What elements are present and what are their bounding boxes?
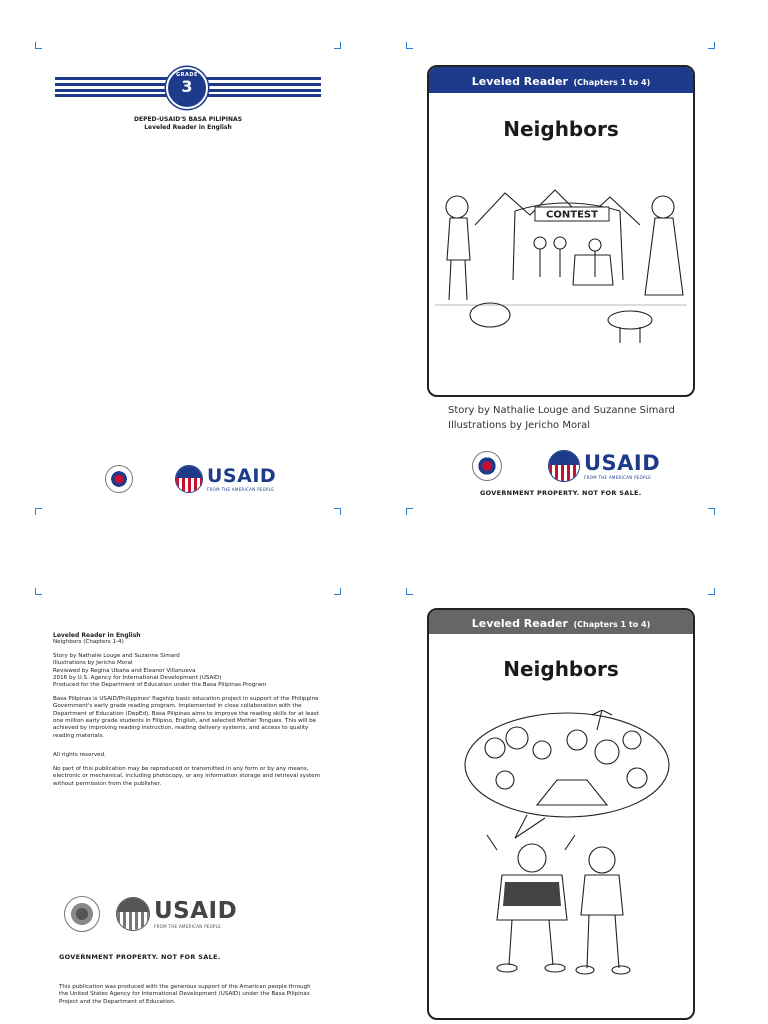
banner-sub: (Chapters 1 to 4) (573, 620, 651, 629)
back-cover-title: Neighbors (503, 657, 619, 681)
logo-row (472, 450, 660, 482)
usaid-wordmark: USAID (584, 450, 661, 475)
logo-row (64, 896, 237, 932)
copyright-page (53, 632, 323, 788)
crop-mark (35, 508, 42, 515)
contest-illustration (435, 185, 687, 367)
crop-mark (35, 42, 42, 49)
program-description: Basa Pilipinas is USAID/Philippines' flagship basic education project in support of the Philippine Government's early grade reading program. Implemented in close collaboration with the Department of Education (DepEd), Basa Pilipinas aims to improve the reading skills for at least one million early grade students in Filipino, English, and selected Mother Tongues. This will be achieved by improving reading instruction, reading delivery systems, and access to quality reading materials. (53, 695, 319, 739)
crop-mark (708, 42, 715, 49)
copyright-line: Reviewed by Regina Ubaña and Eleanor Villanueva (53, 667, 196, 674)
copyright-heading: Leveled Reader in English (53, 632, 141, 639)
crop-mark (334, 508, 341, 515)
crop-mark (708, 588, 715, 595)
rights-statement: All rights reserved. (53, 752, 106, 759)
usaid-wordmark: USAID (154, 897, 238, 924)
illustration-credit: Illustrations by Jericho Moral (448, 420, 591, 431)
crop-mark (708, 508, 715, 515)
market-dream-illustration (457, 710, 671, 980)
deped-seal-icon (105, 465, 133, 493)
back-cover-frame (427, 608, 695, 1020)
usaid-seal-icon (175, 465, 203, 493)
usaid-tagline: FROM THE AMERICAN PEOPLE (584, 474, 652, 480)
copyright-line: Produced for the Department of Education under the Basa Pilipinas Program (53, 682, 267, 689)
crop-mark (334, 588, 341, 595)
front-cover-credits (448, 403, 675, 433)
deped-seal-icon (472, 451, 502, 481)
contest-sign-text: CONTEST (546, 209, 598, 221)
usaid-seal-icon (116, 897, 150, 931)
usaid-tagline: FROM THE AMERICAN PEOPLE (154, 923, 222, 929)
copyright-line: Neighbors (Chapters 1-4) (53, 639, 124, 646)
crop-mark (35, 588, 42, 595)
subtitle-line: Leveled Reader in English (144, 124, 232, 131)
story-credit: Story by Nathalie Louge and Suzanne Simard (448, 405, 675, 416)
banner-sub: (Chapters 1 to 4) (573, 78, 651, 87)
front-cover-banner (429, 67, 693, 93)
grade-word: GRADE (176, 72, 198, 78)
crop-mark (406, 42, 413, 49)
logo-row (105, 465, 276, 493)
crop-mark (406, 508, 413, 515)
copyright-line: Story by Nathalie Louge and Suzanne Simard (53, 652, 180, 659)
crop-mark (334, 42, 341, 49)
program-line: DEPED-USAID'S BASA PILIPINAS (133, 116, 243, 123)
crop-mark (406, 588, 413, 595)
front-cover-title: Neighbors (503, 117, 619, 141)
deped-seal-icon (64, 896, 100, 932)
banner-main: Leveled Reader (471, 75, 568, 88)
usaid-seal-icon (548, 450, 580, 482)
front-cover-frame (427, 65, 695, 397)
grade-badge (166, 67, 208, 109)
banner-main: Leveled Reader (471, 617, 568, 630)
usaid-wordmark: USAID (207, 464, 277, 487)
copyright-line: Illustrations by Jericho Moral (53, 660, 133, 667)
support-note: This publication was produced with the generous support of the American people through the United States Agency for International Development (USAID) under the Basa Pilipinas Project and the Department of Education. (59, 984, 311, 1005)
copyright-line: 2016 by U.S. Agency for International Development (USAID) (53, 675, 222, 682)
back-cover-banner (429, 610, 693, 634)
usaid-tagline: FROM THE AMERICAN PEOPLE (207, 486, 275, 492)
government-notice: GOVERNMENT PROPERTY. NOT FOR SALE. (59, 953, 221, 961)
grade-number: 3 (181, 77, 193, 96)
reproduction-notice: No part of this publication may be reproduced or transmitted in any form or by any means, electronic or mechanical, including photocopy, or any information storage and retrieval system without permission from the publisher. (53, 765, 321, 787)
government-notice: GOVERNMENT PROPERTY. NOT FOR SALE. (480, 489, 642, 497)
